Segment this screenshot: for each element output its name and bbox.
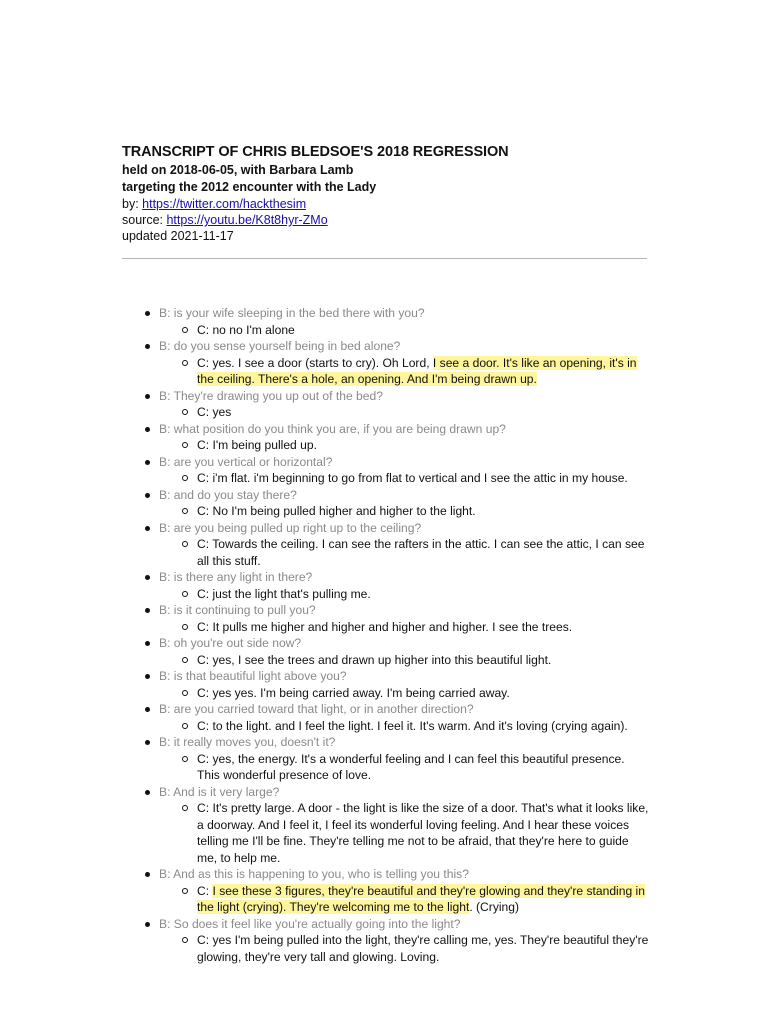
question-text: B: do you sense yourself being in bed alone? (159, 339, 401, 353)
answer-text: C: yes, the energy. It's a wonderful feeling and I can feel this beautiful presence. This wonderful presence of love. (197, 751, 625, 782)
answer-item (182, 718, 650, 735)
question-text: B: So does it feel like you're actually going into the light? (159, 916, 461, 931)
question-text: B: And is it very large? (159, 784, 280, 799)
question-item (145, 784, 650, 867)
answer-item (182, 586, 650, 603)
question-item (145, 305, 650, 338)
question-text: B: And as this is happening to you, who is telling you this? (159, 867, 469, 881)
question-item (145, 866, 650, 916)
question-item (145, 454, 650, 487)
answer-list (159, 619, 650, 636)
answer-list (159, 404, 650, 421)
question-text: B: what position do you think you are, if you are being drawn up? (159, 421, 506, 436)
question-text: B: are you being pulled up right up to the ceiling? (159, 520, 422, 535)
answer-item (182, 751, 650, 784)
answer-item (182, 404, 650, 421)
updated-line: updated 2021-11-17 (122, 229, 234, 243)
answer-list (159, 437, 650, 454)
question-item (145, 388, 650, 421)
question-text: B: is that beautiful light above you? (159, 669, 347, 683)
answer-text: C: It's pretty large. A door - the light is like the size of a door. That's what it looks like, a doorway. And I feel it, I feel its wonderful loving feeling. And I hear these voices telling me I'll be fine. They're telling me not to be afraid, that they're here to guide me, to help me. (197, 801, 649, 865)
question-text: B: it really moves you, doesn't it? (159, 735, 336, 749)
question-item (145, 734, 650, 784)
answer-list (159, 718, 650, 735)
answer-text: C: Towards the ceiling. I can see the rafters in the attic. I can see the attic, I can see all this stuff. (197, 537, 645, 568)
answer-item (182, 503, 650, 520)
answer-text: C: (197, 883, 213, 898)
answer-text: C: to the light. and I feel the light. I feel it. It's warm. And it's loving (crying again). (197, 718, 628, 733)
question-text: B: oh you're out side now? (159, 636, 302, 650)
answer-text: C: yes (197, 405, 232, 419)
answer-text: C: yes, I see the trees and drawn up higher into this beautiful light. (197, 652, 552, 667)
question-item (145, 635, 650, 668)
source-link[interactable]: https://youtu.be/K8t8hyr-ZMo (166, 213, 328, 227)
highlighted-answer-text: I see a door. It's like an opening, it's in the ceiling. There's a hole, an opening. And I'm being drawn up. (197, 355, 637, 386)
transcript-header (122, 142, 647, 259)
answer-list (159, 355, 650, 388)
highlighted-answer-text: I see these 3 figures, they're beautiful and they're glowing and they're standing in the light (crying). They're welcoming me to the light (197, 883, 645, 914)
divider (122, 258, 647, 259)
question-item (145, 338, 650, 388)
source-line (122, 212, 647, 228)
answer-list (159, 751, 650, 784)
answer-text: C: yes. I see a door (starts to cry). Oh Lord, (197, 355, 433, 370)
answer-text-tail: . (Crying) (469, 900, 520, 914)
answer-list (159, 586, 650, 603)
answer-item (182, 355, 650, 388)
question-text: B: and do you stay there? (159, 487, 297, 502)
question-text: B: They're drawing you up out of the bed? (159, 388, 383, 403)
question-text: B: are you vertical or horizontal? (159, 454, 333, 469)
answer-list (159, 322, 650, 339)
transcript-list (145, 305, 650, 965)
by-line (122, 196, 647, 212)
answer-item (182, 619, 650, 636)
answer-item (182, 470, 650, 487)
answer-text: C: no no I'm alone (197, 322, 295, 337)
page-title: TRANSCRIPT OF CHRIS BLEDSOE'S 2018 REGRESSION (122, 144, 509, 160)
question-item (145, 916, 650, 966)
answer-item (182, 800, 650, 866)
answer-item (182, 536, 650, 569)
question-item (145, 520, 650, 570)
answer-text: C: No I'm being pulled higher and higher to the light. (197, 504, 476, 518)
answer-list (159, 536, 650, 569)
answer-list (159, 503, 650, 520)
question-item (145, 668, 650, 701)
answer-list (159, 800, 650, 866)
by-label: by: (122, 197, 143, 211)
question-item (145, 569, 650, 602)
question-text: B: is your wife sleeping in the bed there with you? (159, 306, 425, 320)
question-text: B: are you carried toward that light, or in another direction? (159, 702, 474, 716)
question-item (145, 701, 650, 734)
answer-text: C: I'm being pulled up. (197, 438, 317, 452)
answer-text: C: yes I'm being pulled into the light, they're calling me, yes. They're beautiful they're glowing, they're very tall and glowing. Loving. (197, 933, 649, 964)
answer-text: C: It pulls me higher and higher and higher and higher. I see the trees. (197, 619, 573, 634)
question-item (145, 421, 650, 454)
answer-list (159, 883, 650, 916)
answer-item (182, 437, 650, 454)
answer-item (182, 932, 650, 965)
answer-text: C: yes yes. I'm being carried away. I'm being carried away. (197, 685, 510, 700)
answer-item (182, 322, 650, 339)
answer-list (159, 932, 650, 965)
answer-text: C: just the light that's pulling me. (197, 586, 371, 601)
targeting-line: targeting the 2012 encounter with the Lady (122, 180, 377, 194)
question-item (145, 487, 650, 520)
answer-text: C: i'm flat. i'm beginning to go from flat to vertical and I see the attic in my house. (197, 471, 628, 485)
question-text: B: is there any light in there? (159, 570, 313, 584)
question-text: B: is it continuing to pull you? (159, 603, 316, 617)
answer-item (182, 685, 650, 702)
answer-list (159, 470, 650, 487)
question-item (145, 602, 650, 635)
source-label: source: (122, 213, 167, 227)
answer-item (182, 883, 650, 916)
answer-list (159, 652, 650, 669)
session-date-line: held on 2018-06-05, with Barbara Lamb (122, 163, 354, 177)
author-link[interactable]: https://twitter.com/hackthesim (142, 197, 307, 211)
answer-item (182, 652, 650, 669)
answer-list (159, 685, 650, 702)
